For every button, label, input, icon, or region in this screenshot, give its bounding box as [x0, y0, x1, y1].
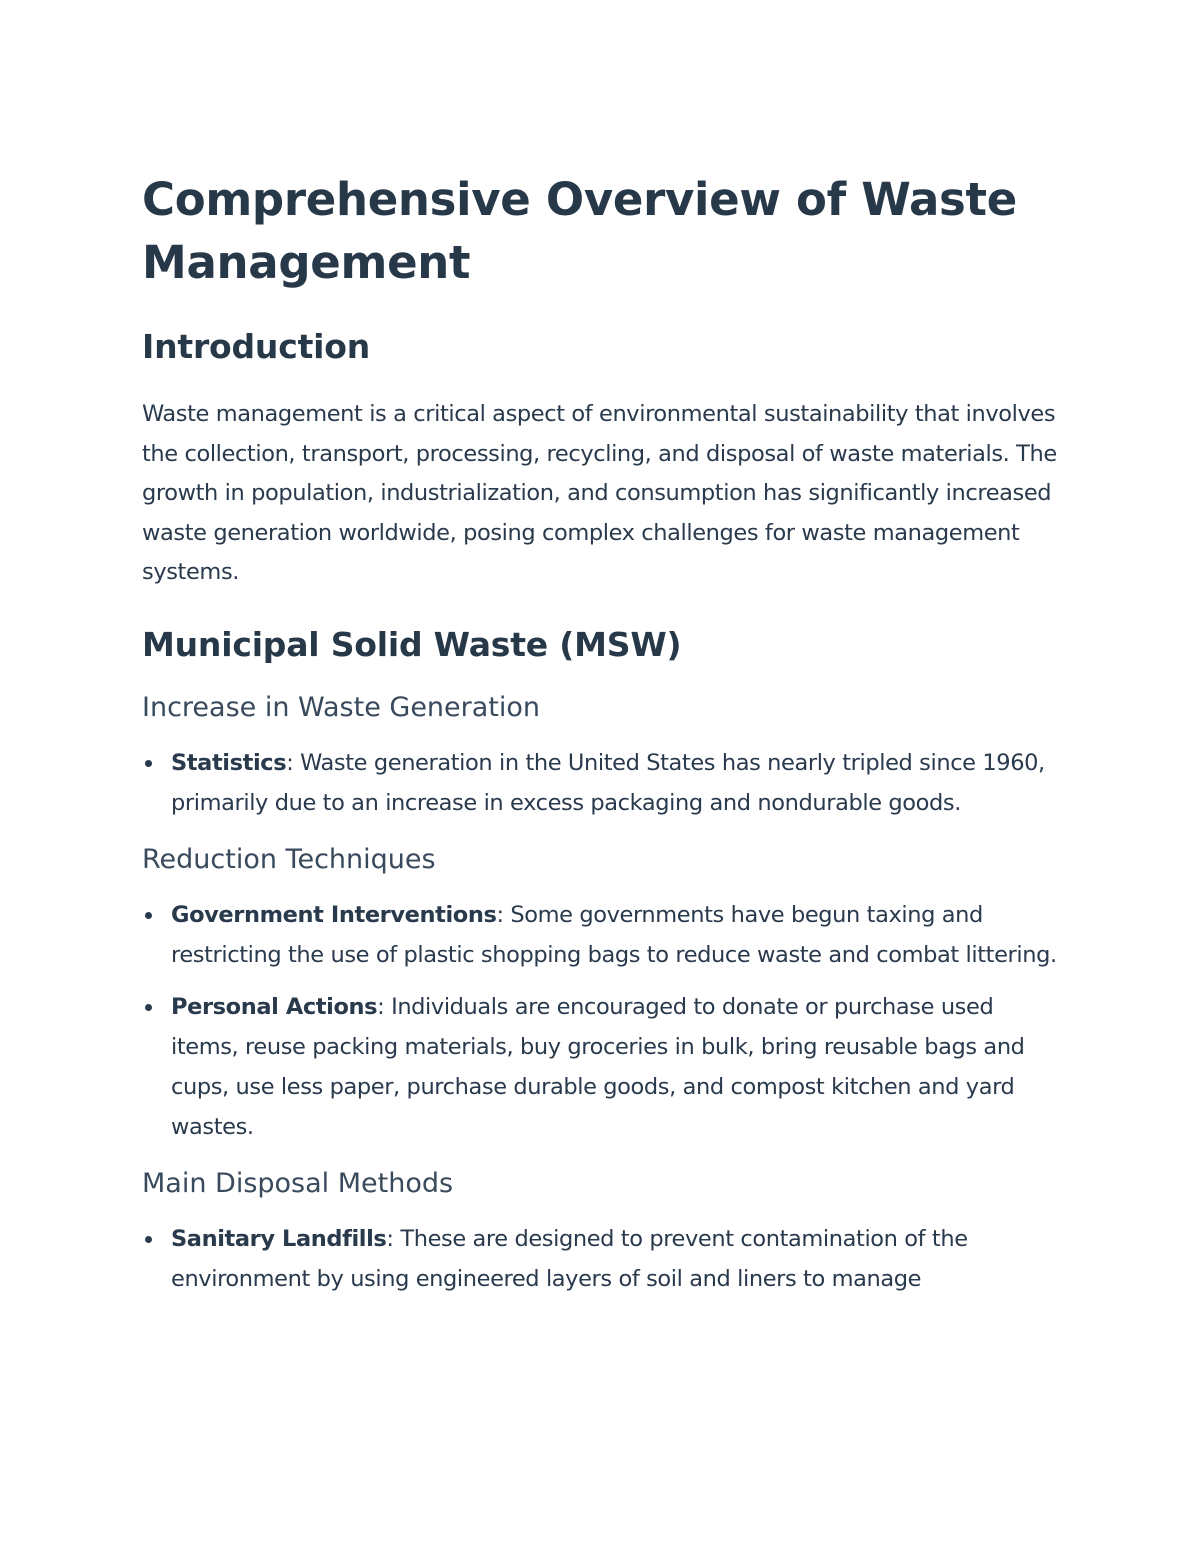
document-page [142, 168, 1062, 1311]
list-item-text: Some governments have begun taxing and restricting the use of plastic shopping bags to reduce waste and combat littering. [171, 901, 1057, 968]
list-item-text: Individuals are encouraged to donate or purchase used items, reuse packing materials, buy groceries in bulk, bring reusable bags and cups, use less paper, purchase durable goods, and compost kitchen and yard wastes. [171, 993, 1025, 1140]
list-item [142, 895, 1062, 975]
list-item [142, 987, 1062, 1147]
msw-heading: Municipal Solid Waste (MSW) [142, 624, 682, 664]
list-item-separator: : [386, 1225, 401, 1252]
reduction-heading: Reduction Techniques [142, 843, 436, 875]
list-item-term: Government Interventions [171, 901, 497, 928]
increase-heading: Increase in Waste Generation [142, 691, 541, 723]
introduction-paragraph: Waste management is a critical aspect of environmental sustainability that involves the collection, transport, processing, recycling, and disposal of waste materials. The growth in population, industrialization, and consumption has significantly increased waste generation worldwide, posing complex challenges for waste management systems. [142, 401, 1057, 585]
bullet-icon [145, 760, 152, 767]
increase-list [142, 743, 1062, 823]
list-item [142, 1219, 1062, 1299]
list-item-term: Personal Actions [171, 993, 378, 1020]
bullet-icon [145, 912, 152, 919]
disposal-heading: Main Disposal Methods [142, 1167, 454, 1199]
list-item-separator: : [377, 993, 392, 1020]
disposal-list [142, 1219, 1062, 1299]
document-title: Comprehensive Overview of Waste Management [142, 173, 1017, 289]
bullet-icon [145, 1236, 152, 1243]
list-item-separator: : [496, 901, 511, 928]
list-item-text: Waste generation in the United States has nearly tripled since 1960, primarily due to an increase in excess packaging and nondurable goods. [171, 749, 1045, 816]
list-item-separator: : [286, 749, 301, 776]
list-item-term: Statistics [171, 749, 287, 776]
bullet-icon [145, 1004, 152, 1011]
list-item-term: Sanitary Landfills [171, 1225, 387, 1252]
reduction-list [142, 895, 1062, 1147]
list-item-text: These are designed to prevent contamination of the environment by using engineered layers of soil and liners to manage [171, 1225, 968, 1292]
list-item [142, 743, 1062, 823]
introduction-heading: Introduction [142, 327, 371, 366]
